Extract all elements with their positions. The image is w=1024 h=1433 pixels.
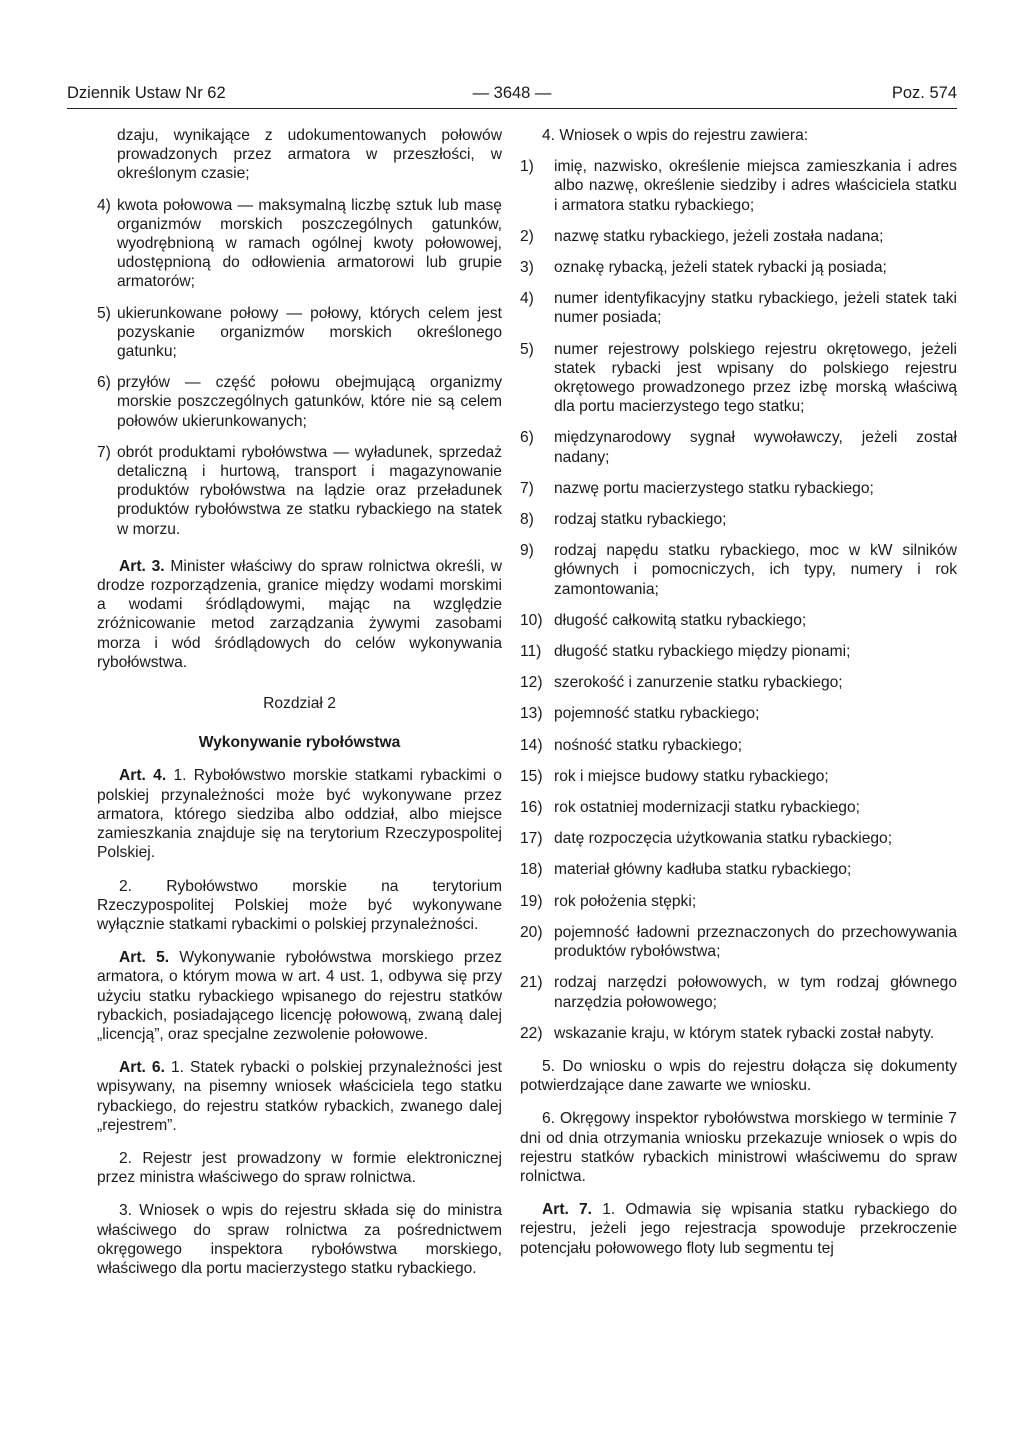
item-text: nośność statku rybackiego;	[554, 736, 743, 754]
item-text: ukierunkowane połowy — połowy, których celem jest pozyskanie organizmów morskich określonego gatunku;	[117, 304, 502, 361]
application-item	[520, 767, 957, 786]
application-item	[520, 340, 957, 417]
item-text: przyłów — część połowu obejmującą organizmy morskie poszczególnych gatunków, które nie są celem połowów ukierunkowanych;	[117, 374, 502, 430]
item-number: 14)	[520, 736, 543, 754]
item-number: 4)	[520, 290, 534, 308]
article-label: Art. 5.	[119, 949, 170, 967]
application-item	[520, 258, 957, 277]
article-5	[97, 948, 502, 1044]
application-item	[520, 892, 957, 911]
position-number: Poz. 574	[891, 84, 957, 102]
item-number: 9)	[520, 542, 534, 560]
item-text: rodzaj narzędzi połowowych, w tym rodzaj głównego narzędzia połowowego;	[554, 974, 957, 1011]
item-text: rok ostatniej modernizacji statku rybackiego;	[554, 799, 860, 817]
item-text: nazwę statku rybackiego, jeżeli została nadana;	[554, 227, 884, 245]
left-column	[97, 126, 502, 1278]
item-3-continuation: dzaju, wynikające z udokumentowanych połowów prowadzonych przez armatora w przeszłości, w określonym czasie;	[117, 127, 502, 183]
item-number: 7)	[97, 443, 111, 461]
item-number: 19)	[520, 892, 543, 910]
application-item	[520, 227, 957, 246]
item-number: 12)	[520, 674, 543, 692]
article-6-par-1	[97, 1058, 502, 1135]
item-number: 16)	[520, 799, 543, 817]
article-label: Art. 6.	[119, 1059, 165, 1077]
item-number: 15)	[520, 767, 543, 785]
article-7-par-1	[520, 1200, 957, 1258]
application-item	[520, 704, 957, 723]
application-item	[520, 798, 957, 817]
article-text: 1. Odmawia się wpisania statku rybackiego do rejestru, jeżeli jego rejestracja spowoduje przekroczenie potencjału połowowego floty lub segmentu tej	[520, 1201, 957, 1257]
item-text: imię, nazwisko, określenie miejsca zamieszkania i adres albo nazwę, określenie siedziby i adres właściciela statku i armatora statku rybackiego;	[554, 158, 957, 214]
item-text: numer rejestrowy polskiego rejestru okrętowego, jeżeli statek rybacki jest wpisany do polskiego rejestru okrętowego prowadzonego przez izbę morską właściwą dla portu macierzystego tego statku;	[554, 340, 957, 416]
item-number: 2)	[520, 227, 534, 245]
item-number: 13)	[520, 705, 543, 723]
article-4-par-2: 2. Rybołówstwo morskie na terytorium Rzeczypospolitej Polskiej może być wykonywane wyłącznie statkami rybackimi o polskiej przynależności.	[97, 877, 502, 933]
item-number: 1)	[520, 158, 534, 176]
item-number: 5)	[520, 340, 534, 358]
item-text: materiał główny kadłuba statku rybackiego;	[554, 861, 852, 879]
item-text: rodzaj napędu statku rybackiego, moc w kW silników głównych i pomocniczych, ich typy, numery i rok zamontowania;	[554, 542, 957, 598]
journal-title: Dziennik Ustaw Nr 62	[67, 84, 226, 102]
article-label: Art. 4.	[119, 767, 167, 785]
application-item	[520, 289, 957, 327]
item-number: 6)	[97, 374, 111, 392]
page-number: — 3648 —	[472, 84, 552, 102]
application-item	[520, 923, 957, 961]
article-text: 1. Rybołówstwo morskie statkami rybackimi o polskiej przynależności może być wykonywane przez armatora, którego siedziba albo oddział, albo miejsce zamieszkania znajduje się na terytorium Rzeczypospolitej Polskiej.	[97, 767, 502, 862]
article-6-par-2: 2. Rejestr jest prowadzony w formie elektronicznej przez ministra właściwego do spraw rolnictwa.	[97, 1149, 502, 1187]
item-number: 10)	[520, 611, 543, 629]
article-label: Art. 7.	[542, 1201, 593, 1219]
item-text: rok i miejsce budowy statku rybackiego;	[554, 767, 829, 785]
item-number: 17)	[520, 830, 543, 848]
article-6-par-6: 6. Okręgowy inspektor rybołówstwa morskiego w terminie 7 dni od dnia otrzymania wniosku przekazuje wniosek o wpis do rejestru statków rybackich ministrowi właściwemu do spraw rolnictwa.	[520, 1110, 957, 1185]
item-number: 21)	[520, 974, 543, 992]
item-number: 8)	[520, 511, 534, 529]
item-number: 18)	[520, 861, 543, 879]
application-item	[520, 611, 957, 630]
application-item	[520, 673, 957, 692]
item-number: 3)	[520, 259, 534, 277]
item-text: rodzaj statku rybackiego;	[554, 511, 727, 529]
definition-item	[97, 304, 502, 362]
item-text: datę rozpoczęcia użytkowania statku rybackiego;	[554, 830, 893, 848]
definition-item	[97, 443, 502, 539]
application-item	[520, 736, 957, 755]
article-label: Art. 3.	[119, 557, 165, 575]
item-text: długość statku rybackiego między pionami;	[554, 643, 851, 661]
item-number: 5)	[97, 304, 111, 322]
definition-item	[97, 373, 502, 431]
item-text: szerokość i zanurzenie statku rybackiego;	[554, 674, 843, 692]
item-text: wskazanie kraju, w którym statek rybacki został nabyty.	[554, 1024, 935, 1042]
item-number: 4)	[97, 196, 111, 214]
application-item	[520, 479, 957, 498]
article-text: Minister właściwy do spraw rolnictwa określi, w drodze rozporządzenia, granice między wodami morskimi a wodami śródlądowymi, mając na względzie zróżnicowanie metod zarządzania żywymi zasobami morza i wód śródlądowych do celów wykonywania rybołówstwa.	[97, 557, 502, 671]
item-text: międzynarodowy sygnał wywoławczy, jeżeli został nadany;	[554, 429, 957, 466]
article-3	[97, 557, 502, 672]
application-item	[520, 829, 957, 848]
article-4-par-1	[97, 766, 502, 862]
item-number: 7)	[520, 479, 534, 497]
application-item	[520, 428, 957, 466]
article-text: 1. Statek rybacki o polskiej przynależności jest wpisywany, na pisemny wniosek właściciela tego statku rybackiego, do rejestru statków rybackich, zwanego dalej „rejestrem”.	[97, 1059, 502, 1134]
article-6-par-3: 3. Wniosek o wpis do rejestru składa się do ministra właściwego do spraw rolnictwa za pośrednictwem okręgowego inspektora rybołówstwa morskiego, właściwego dla portu macierzystego statku rybackiego.	[97, 1202, 502, 1277]
item-text: nazwę portu macierzystego statku rybackiego;	[554, 479, 874, 497]
item-number: 20)	[520, 923, 543, 941]
item-number: 11)	[520, 643, 542, 661]
article-text: Wykonywanie rybołówstwa morskiego przez armatora, o którym mowa w art. 4 ust. 1, odbywa się przy użyciu statku rybackiego wpisanego do rejestru statków rybackich, posiadającego licencję połowową, zwaną dalej „licencją”, oraz specjalne zezwolenie połowowe.	[97, 949, 502, 1043]
item-number: 22)	[520, 1024, 543, 1042]
item-number: 6)	[520, 429, 534, 447]
definition-item	[97, 196, 502, 292]
chapter-title: Wykonywanie rybołówstwa	[198, 734, 401, 752]
page-header	[67, 80, 957, 106]
application-item	[520, 1024, 957, 1043]
item-text: obrót produktami rybołówstwa — wyładunek, sprzedaż detaliczną i hurtową, transport i magazynowanie produktów rybołówstwa na lądzie oraz przeładunek produktów rybołówstwa ze statku rybackiego na statek w morzu.	[117, 443, 502, 538]
item-text: numer identyfikacyjny statku rybackiego, jeżeli statek taki numer posiada;	[554, 290, 957, 327]
application-item	[520, 642, 957, 661]
article-6-par-5: 5. Do wniosku o wpis do rejestru dołącza się dokumenty potwierdzające dane zawarte we wniosku.	[520, 1057, 957, 1095]
application-item	[520, 541, 957, 599]
chapter-number: Rozdział 2	[263, 695, 336, 713]
application-item	[520, 510, 957, 529]
article-6-par-4-intro: 4. Wniosek o wpis do rejestru zawiera:	[542, 127, 809, 144]
item-text: pojemność statku rybackiego;	[554, 705, 760, 723]
right-column	[520, 126, 957, 1258]
item-text: pojemność ładowni przeznaczonych do przechowywania produktów rybołówstwa;	[554, 923, 957, 961]
item-text: kwota połowowa — maksymalną liczbę sztuk lub masę organizmów morskich poszczególnych gatunków, wyodrębnioną w ramach ogólnej kwoty połowowej, udostępnioną do odłowienia armatorowi lub grupie armatorów;	[117, 196, 502, 291]
application-item	[520, 157, 957, 215]
item-text: oznakę rybacką, jeżeli statek rybacki ją posiada;	[554, 259, 887, 277]
header-rule	[67, 108, 957, 109]
application-item	[520, 860, 957, 879]
item-text: długość całkowitą statku rybackiego;	[554, 611, 807, 629]
application-item	[520, 973, 957, 1011]
item-text: rok położenia stępki;	[554, 892, 697, 910]
